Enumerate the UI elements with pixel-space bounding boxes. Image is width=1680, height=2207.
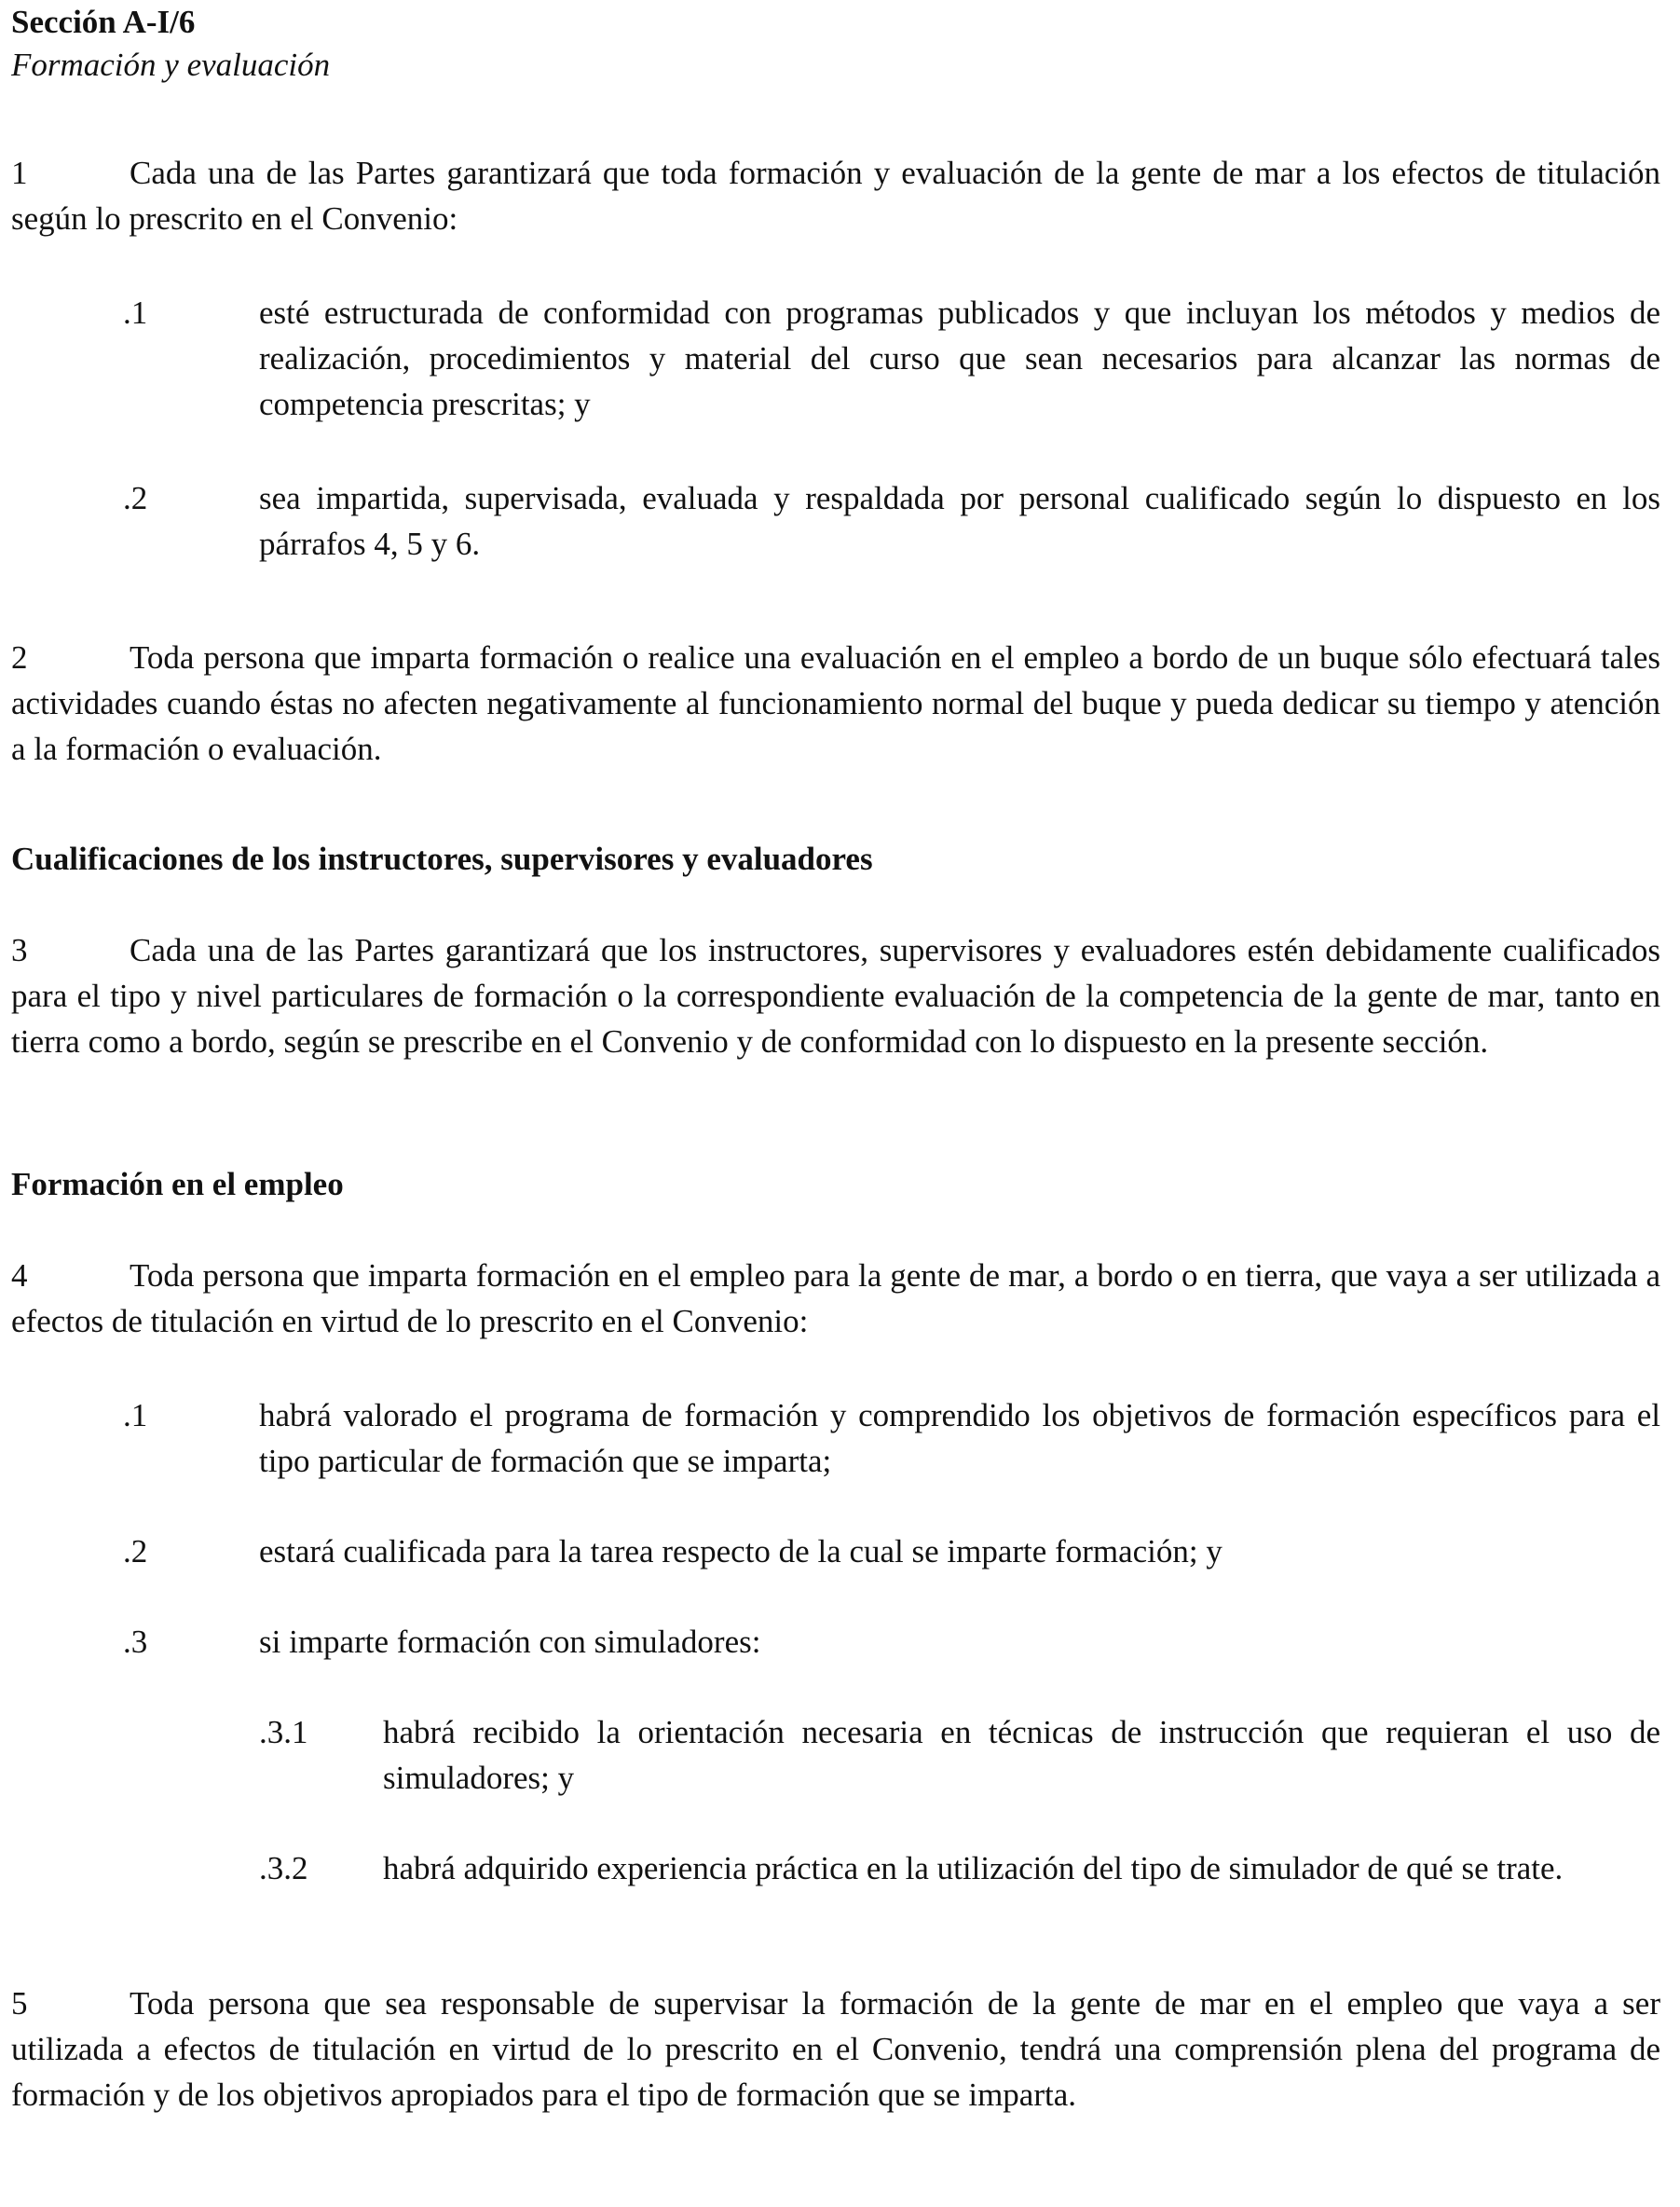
list-item-text: habrá valorado el programa de formación y comprendido los objetivos de formación específicos para el tipo particular de formación que se imparta; [259, 1397, 1660, 1479]
heading-qualifications: Cualificaciones de los instructores, supervisores y evaluadores [11, 841, 873, 877]
paragraph-3 [11, 927, 1660, 1064]
list-item-text: esté estructurada de conformidad con programas publicados y que incluyan los métodos y medios de realización, procedimientos y material del curso que sean necesarios para alcanzar las normas de competencia prescritas; y [259, 295, 1660, 422]
paragraph-4 [11, 1253, 1660, 1344]
paragraph-number: 4 [11, 1257, 28, 1294]
section-subtitle: Formación y evaluación [11, 47, 331, 83]
section-title: Sección A-I/6 [11, 4, 196, 40]
paragraph-number: 1 [11, 155, 28, 191]
list-item-number: .2 [123, 480, 148, 516]
heading-on-the-job: Formación en el empleo [11, 1166, 344, 1202]
list-item-number: .1 [123, 1397, 148, 1433]
list-item-number: .2 [123, 1533, 148, 1570]
sub-item-text: habrá adquirido experiencia práctica en la utilización del tipo de simulador de qué se trate. [383, 1850, 1564, 1886]
list-item-text: sea impartida, supervisada, evaluada y respaldada por personal cualificado según lo dispuesto en los párrafos 4, 5 y 6. [259, 480, 1660, 562]
sub-item-text: habrá recibido la orientación necesaria en técnicas de instrucción que requieran el uso de simuladores; y [383, 1714, 1660, 1796]
paragraph-number: 3 [11, 932, 28, 968]
paragraph-text: Toda persona que sea responsable de supervisar la formación de la gente de mar en el empleo que vaya a ser utilizada a efectos de titulación en virtud de lo prescrito en el Convenio, tendrá una comprensión plena del programa de formación y de los objetivos apropiados para el tipo de formación que se imparta. [11, 1985, 1660, 2113]
paragraph-text: Cada una de las Partes garantizará que toda formación y evaluación de la gente de mar a los efectos de titulación según lo prescrito en el Convenio: [11, 155, 1660, 237]
paragraph-number: 2 [11, 639, 28, 676]
paragraph-text: Toda persona que imparta formación en el empleo para la gente de mar, a bordo o en tierra, que vaya a ser utilizada a efectos de titulación en virtud de lo prescrito en el Convenio: [11, 1257, 1660, 1339]
list-item-text: estará cualificada para la tarea respecto de la cual se imparte formación; y [259, 1533, 1222, 1570]
sub-item-number: .3.2 [259, 1850, 308, 1886]
list-item-number: .3 [123, 1624, 148, 1660]
paragraph-1 [11, 150, 1660, 241]
list-item-number: .1 [123, 295, 148, 331]
paragraph-text: Cada una de las Partes garantizará que los instructores, supervisores y evaluadores estén debidamente cualificados para el tipo y nivel particulares de formación o la correspondiente evaluación de la competencia de la gente de mar, tanto en tierra como a bordo, según se prescribe en el Convenio y de conformidad con lo dispuesto en la presente sección. [11, 932, 1660, 1060]
paragraph-number: 5 [11, 1985, 28, 2022]
paragraph-text: Toda persona que imparta formación o realice una evaluación en el empleo a bordo de un buque sólo efectuará tales actividades cuando éstas no afecten negativamente al funcionamiento normal del buque y pueda dedicar su tiempo y atención a la formación o evaluación. [11, 639, 1660, 767]
sub-item-number: .3.1 [259, 1714, 308, 1750]
list-item-text: si imparte formación con simuladores: [259, 1624, 761, 1660]
paragraph-2 [11, 635, 1660, 772]
paragraph-5 [11, 1981, 1660, 2118]
